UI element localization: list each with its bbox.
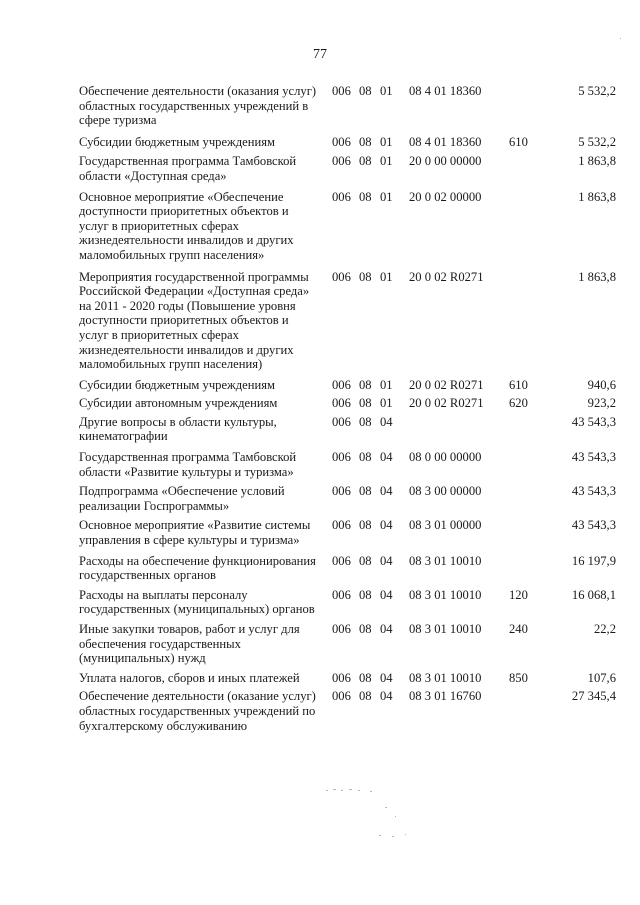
amount: 43 543,3 bbox=[571, 518, 616, 533]
target-article-code: 08 3 01 10010 bbox=[409, 622, 482, 636]
expense-name: Уплата налогов, сборов и иных платежей bbox=[79, 670, 300, 685]
amount: 5 532,2 bbox=[578, 84, 616, 98]
section-code: 08 bbox=[359, 587, 372, 602]
table-row bbox=[79, 84, 619, 128]
ministry-code: 006 bbox=[332, 587, 351, 602]
ministry-code: 006 bbox=[332, 622, 351, 636]
expense-type-code: 610 bbox=[509, 134, 528, 149]
expense-name: Субсидии бюджетным учреждениям bbox=[79, 134, 275, 149]
ministry-code: 006 bbox=[332, 377, 351, 392]
expense-name: Другие вопросы в области культуры, кинематографии bbox=[79, 414, 277, 444]
target-article-code: 20 0 02 R0271 bbox=[409, 269, 484, 284]
table-row bbox=[79, 378, 619, 393]
subsection-code: 04 bbox=[380, 553, 393, 568]
section-code: 08 bbox=[359, 553, 372, 568]
amount: 5 532,2 bbox=[578, 134, 616, 149]
subsection-code: 01 bbox=[380, 396, 393, 411]
budget-table bbox=[79, 84, 619, 733]
amount: 1 863,8 bbox=[578, 154, 616, 169]
section-code: 08 bbox=[359, 450, 372, 465]
amount: 16 068,1 bbox=[571, 587, 616, 602]
amount: 107,6 bbox=[587, 670, 616, 685]
table-row bbox=[79, 270, 619, 372]
section-code: 08 bbox=[359, 134, 372, 149]
ministry-code: 006 bbox=[332, 134, 351, 149]
amount: 16 197,9 bbox=[571, 553, 616, 568]
target-article-code: 08 3 01 16760 bbox=[409, 689, 482, 704]
amount: 43 543,3 bbox=[571, 484, 616, 499]
section-code: 08 bbox=[359, 484, 372, 499]
expense-name: Основное мероприятие «Развитие системы управления в сфере культуры и туризма» bbox=[79, 518, 311, 548]
expense-name: Обеспечение деятельности (оказание услуг) областных государственных учреждений по бухгалтерскому обслуживанию bbox=[79, 689, 316, 733]
ministry-code: 006 bbox=[332, 484, 351, 499]
expense-name: Субсидии бюджетным учреждениям bbox=[79, 377, 275, 392]
expense-type-code: 620 bbox=[509, 396, 528, 411]
table-row bbox=[79, 671, 619, 686]
amount: 1 863,8 bbox=[578, 189, 616, 204]
ministry-code: 006 bbox=[332, 189, 351, 204]
amount: 923,2 bbox=[587, 396, 616, 411]
expense-type-code: 240 bbox=[509, 622, 528, 636]
subsection-code: 04 bbox=[380, 670, 393, 685]
expense-name: Расходы на выплаты персоналу государственных (муниципальных) органов bbox=[79, 587, 315, 617]
expense-name: Иные закупки товаров, работ и услуг для обеспечения государственных (муниципальных) нужд bbox=[79, 622, 300, 666]
ministry-code: 006 bbox=[332, 689, 351, 704]
table-row bbox=[79, 622, 619, 666]
table-row bbox=[79, 554, 619, 583]
section-code: 08 bbox=[359, 622, 372, 636]
ministry-code: 006 bbox=[332, 154, 351, 169]
subsection-code: 04 bbox=[380, 450, 393, 465]
amount: 1 863,8 bbox=[578, 269, 616, 284]
section-code: 08 bbox=[359, 269, 372, 284]
ministry-code: 006 bbox=[332, 670, 351, 685]
section-code: 08 bbox=[359, 689, 372, 704]
target-article-code: 08 3 01 00000 bbox=[409, 518, 482, 533]
expense-name: Мероприятия государственной программы Российской Федерации «Доступная среда» на 2011 - 2020 годы (Повышение уровня доступности приоритетных объектов и услуг в приоритетных сферах жизнедеятельности инвалидов и других маломобильных групп населения) bbox=[79, 269, 310, 372]
table-row bbox=[79, 190, 619, 263]
subsection-code: 04 bbox=[380, 414, 393, 429]
table-row bbox=[79, 396, 619, 411]
target-article-code: 08 4 01 18360 bbox=[409, 134, 482, 149]
ministry-code: 006 bbox=[332, 518, 351, 533]
subsection-code: 01 bbox=[380, 377, 393, 392]
amount: 43 543,3 bbox=[571, 450, 616, 465]
amount: 940,6 bbox=[587, 377, 616, 392]
table-row bbox=[79, 415, 619, 444]
subsection-code: 04 bbox=[380, 518, 393, 533]
table-row bbox=[79, 484, 619, 513]
ministry-code: 006 bbox=[332, 450, 351, 465]
subsection-code: 04 bbox=[380, 622, 393, 636]
table-row bbox=[79, 135, 619, 150]
subsection-code: 01 bbox=[380, 134, 393, 149]
subsection-code: 01 bbox=[380, 269, 393, 284]
section-code: 08 bbox=[359, 84, 372, 98]
subsection-code: 01 bbox=[380, 84, 393, 98]
subsection-code: 01 bbox=[380, 154, 393, 169]
ministry-code: 006 bbox=[332, 414, 351, 429]
expense-name: Основное мероприятие «Обеспечение доступности приоритетных объектов и услуг в приоритетных сферах жизнедеятельности инвалидов и других маломобильных групп населения» bbox=[79, 189, 294, 262]
target-article-code: 08 3 01 10010 bbox=[409, 553, 482, 568]
table-row bbox=[79, 689, 619, 733]
target-article-code: 20 0 02 00000 bbox=[409, 189, 482, 204]
subsection-code: 04 bbox=[380, 587, 393, 602]
ministry-code: 006 bbox=[332, 553, 351, 568]
target-article-code: 08 4 01 18360 bbox=[409, 84, 482, 98]
page-number: 77 bbox=[313, 47, 327, 62]
subsection-code: 04 bbox=[380, 484, 393, 499]
section-code: 08 bbox=[359, 189, 372, 204]
target-article-code: 08 3 01 10010 bbox=[409, 587, 482, 602]
expense-name: Субсидии автономным учреждениям bbox=[79, 396, 278, 411]
section-code: 08 bbox=[359, 154, 372, 169]
section-code: 08 bbox=[359, 396, 372, 411]
amount: 27 345,4 bbox=[571, 689, 616, 704]
expense-type-code: 120 bbox=[509, 587, 528, 602]
table-row bbox=[79, 450, 619, 479]
section-code: 08 bbox=[359, 518, 372, 533]
subsection-code: 01 bbox=[380, 189, 393, 204]
section-code: 08 bbox=[359, 377, 372, 392]
amount: 43 543,3 bbox=[571, 414, 616, 429]
section-code: 08 bbox=[359, 670, 372, 685]
ministry-code: 006 bbox=[332, 269, 351, 284]
expense-name: Подпрограмма «Обеспечение условий реализации Госпрограммы» bbox=[79, 484, 285, 513]
amount: 22,2 bbox=[593, 622, 616, 636]
expense-name: Обеспечение деятельности (оказания услуг) областных государственных учреждений в сфере туризма bbox=[79, 84, 317, 128]
target-article-code: 20 0 02 R0271 bbox=[409, 377, 484, 392]
ministry-code: 006 bbox=[332, 84, 351, 98]
table-row bbox=[79, 154, 619, 183]
section-code: 08 bbox=[359, 414, 372, 429]
table-row bbox=[79, 518, 619, 547]
table-row bbox=[79, 588, 619, 617]
target-article-code: 20 0 02 R0271 bbox=[409, 396, 484, 411]
expense-type-code: 850 bbox=[509, 670, 528, 685]
target-article-code: 08 3 01 10010 bbox=[409, 670, 482, 685]
expense-name: Государственная программа Тамбовской области «Доступная среда» bbox=[79, 154, 297, 183]
subsection-code: 04 bbox=[380, 689, 393, 704]
expense-name: Расходы на обеспечение функционирования государственных органов bbox=[79, 553, 316, 583]
expense-type-code: 610 bbox=[509, 377, 528, 392]
expense-name: Государственная программа Тамбовской области «Развитие культуры и туризма» bbox=[79, 450, 297, 479]
target-article-code: 08 0 00 00000 bbox=[409, 450, 482, 465]
ministry-code: 006 bbox=[332, 396, 351, 411]
target-article-code: 20 0 00 00000 bbox=[409, 154, 482, 169]
target-article-code: 08 3 00 00000 bbox=[409, 484, 482, 499]
